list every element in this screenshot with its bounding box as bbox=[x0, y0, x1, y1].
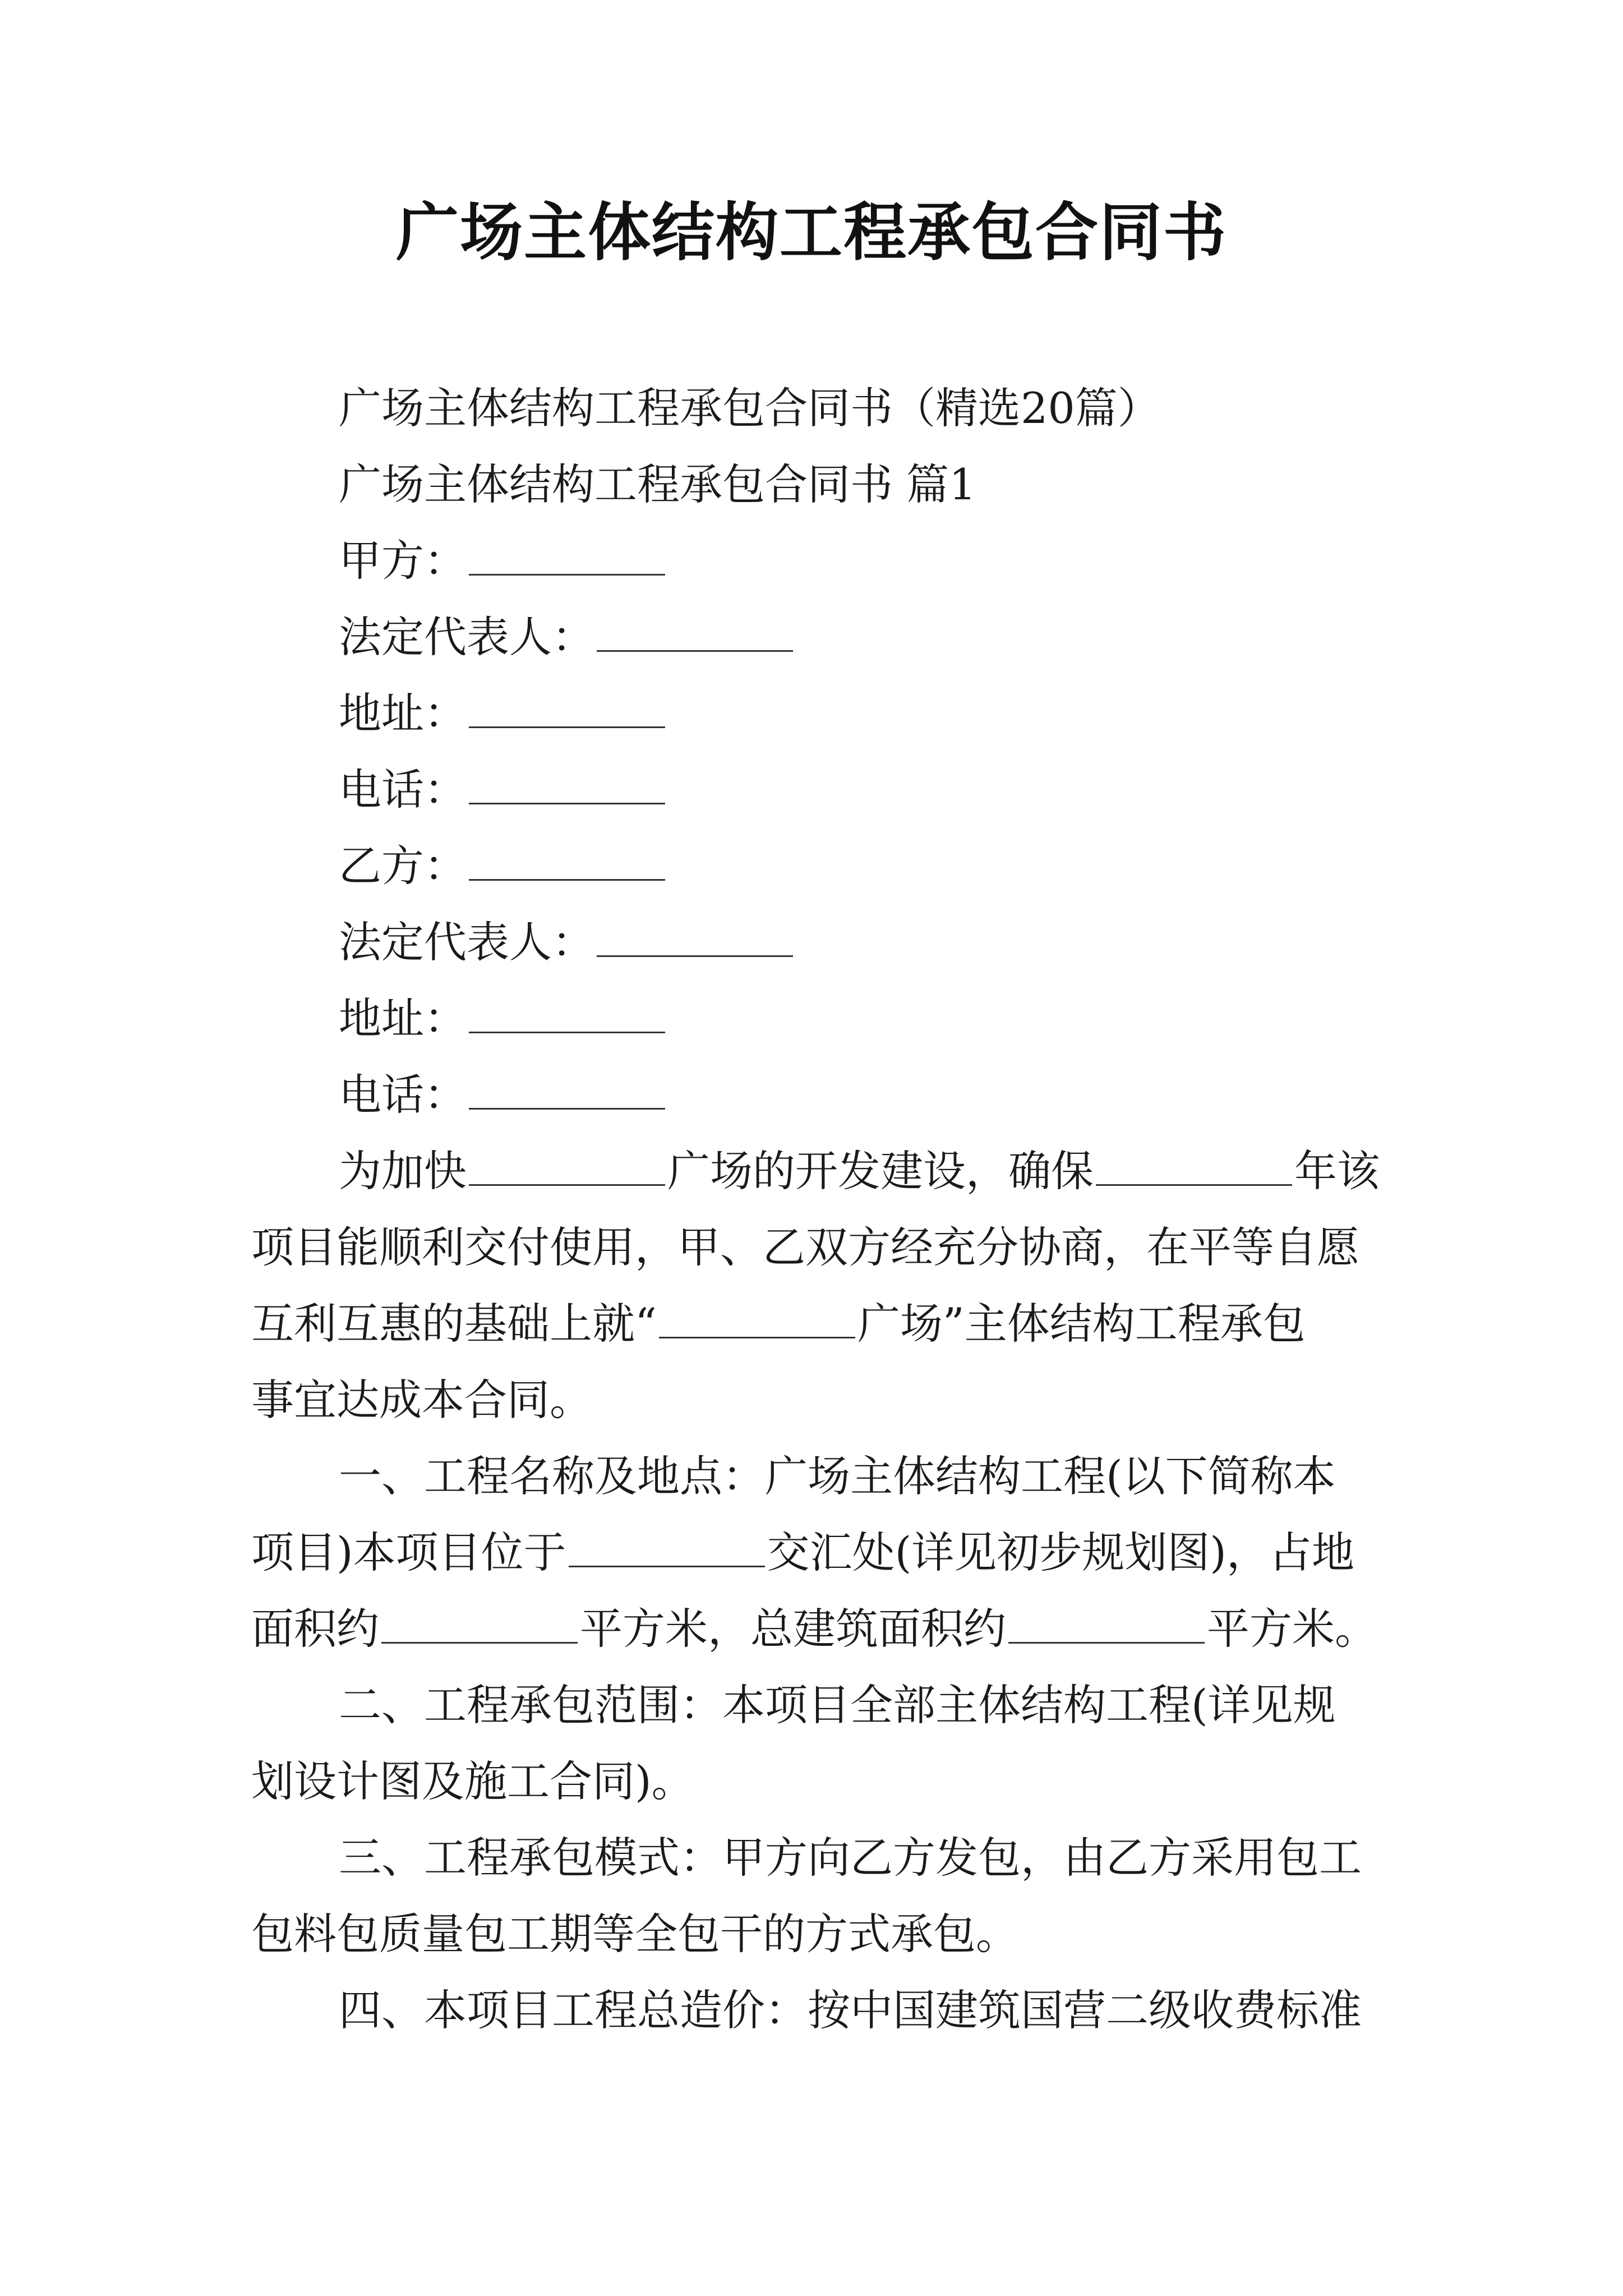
party-a-address-blank bbox=[469, 693, 665, 728]
party-a-address-line bbox=[251, 675, 1395, 752]
party-b-rep-line bbox=[251, 904, 1395, 981]
building-area-blank bbox=[1008, 1608, 1205, 1644]
preamble-text: 互利互惠的基础上就“ bbox=[251, 1299, 657, 1349]
clause-1-line-1: 一、工程名称及地点：广场主体结构工程(以下简称本 bbox=[339, 1451, 1336, 1501]
party-b-address-blank bbox=[469, 998, 665, 1033]
party-b-line bbox=[251, 828, 1395, 904]
clause-text: 平方米。 bbox=[1207, 1604, 1377, 1654]
clause-2-line-2: 划设计图及施工合同)。 bbox=[251, 1756, 694, 1806]
clause-text: 面积约 bbox=[251, 1604, 379, 1654]
party-b-label: 乙方： bbox=[339, 841, 467, 891]
party-b-phone-label: 电话： bbox=[339, 1070, 467, 1120]
clause-1-line-3 bbox=[251, 1591, 1395, 1667]
document-subtitle: 广场主体结构工程承包合同书（精选20篇） bbox=[339, 383, 1160, 433]
preamble-text: 广场的开发建设，确保 bbox=[667, 1146, 1094, 1196]
clause-3-line-1: 三、工程承包模式：甲方向乙方发包，由乙方采用包工 bbox=[339, 1833, 1362, 1883]
year-blank bbox=[1096, 1151, 1292, 1186]
plaza-name-blank bbox=[469, 1151, 665, 1186]
party-a-rep-blank bbox=[597, 616, 793, 652]
party-a-blank bbox=[469, 540, 665, 576]
clause-3-line-2: 包料包质量包工期等全包干的方式承包。 bbox=[251, 1909, 1018, 1959]
preamble-text: 广场”主体结构工程承包 bbox=[857, 1299, 1306, 1349]
party-a-address-label: 地址： bbox=[339, 688, 467, 738]
party-a-phone-blank bbox=[469, 769, 665, 804]
party-a-label: 甲方： bbox=[339, 536, 467, 586]
preamble-line-2: 项目能顺利交付使用，甲、乙双方经充分协商，在平等自愿 bbox=[251, 1222, 1359, 1272]
clause-2-line-1: 二、工程承包范围：本项目全部主体结构工程(详见规 bbox=[339, 1680, 1336, 1730]
preamble-line-4: 事宜达成本合同。 bbox=[251, 1375, 592, 1425]
party-b-rep-blank bbox=[597, 922, 793, 957]
preamble-line-3 bbox=[251, 1286, 1395, 1362]
document-body bbox=[251, 370, 1395, 2049]
plaza-name-blank bbox=[659, 1303, 855, 1338]
party-a-phone-label: 电话： bbox=[339, 765, 467, 815]
preamble-text: 为加快 bbox=[339, 1146, 467, 1196]
party-b-phone-line bbox=[251, 1057, 1395, 1133]
clause-text: 平方米，总建筑面积约 bbox=[580, 1604, 1006, 1654]
party-a-line bbox=[251, 523, 1395, 599]
clause-4-line-1: 四、本项目工程总造价：按中国建筑国营二级收费标准 bbox=[339, 1985, 1362, 2035]
clause-1-line-2 bbox=[251, 1515, 1395, 1591]
party-a-rep-line bbox=[251, 599, 1395, 675]
clause-text: 项目)本项目位于 bbox=[251, 1527, 566, 1577]
party-b-address-label: 地址： bbox=[339, 993, 467, 1043]
land-area-blank bbox=[381, 1608, 578, 1644]
party-b-blank bbox=[469, 845, 665, 881]
party-b-rep-label: 法定代表人： bbox=[339, 917, 594, 967]
preamble-text: 年该 bbox=[1294, 1146, 1380, 1196]
clause-text: 交汇处(详见初步规划图)，占地 bbox=[767, 1527, 1354, 1577]
party-a-phone-line bbox=[251, 752, 1395, 828]
section-heading: 广场主体结构工程承包合同书 篇1 bbox=[339, 459, 976, 509]
document-title: 广场主体结构工程承包合同书 bbox=[396, 196, 1227, 269]
party-b-address-line bbox=[251, 981, 1395, 1057]
party-a-rep-label: 法定代表人： bbox=[339, 612, 594, 662]
party-b-phone-blank bbox=[469, 1074, 665, 1110]
preamble-line-1 bbox=[251, 1133, 1395, 1209]
location-blank bbox=[569, 1532, 765, 1567]
